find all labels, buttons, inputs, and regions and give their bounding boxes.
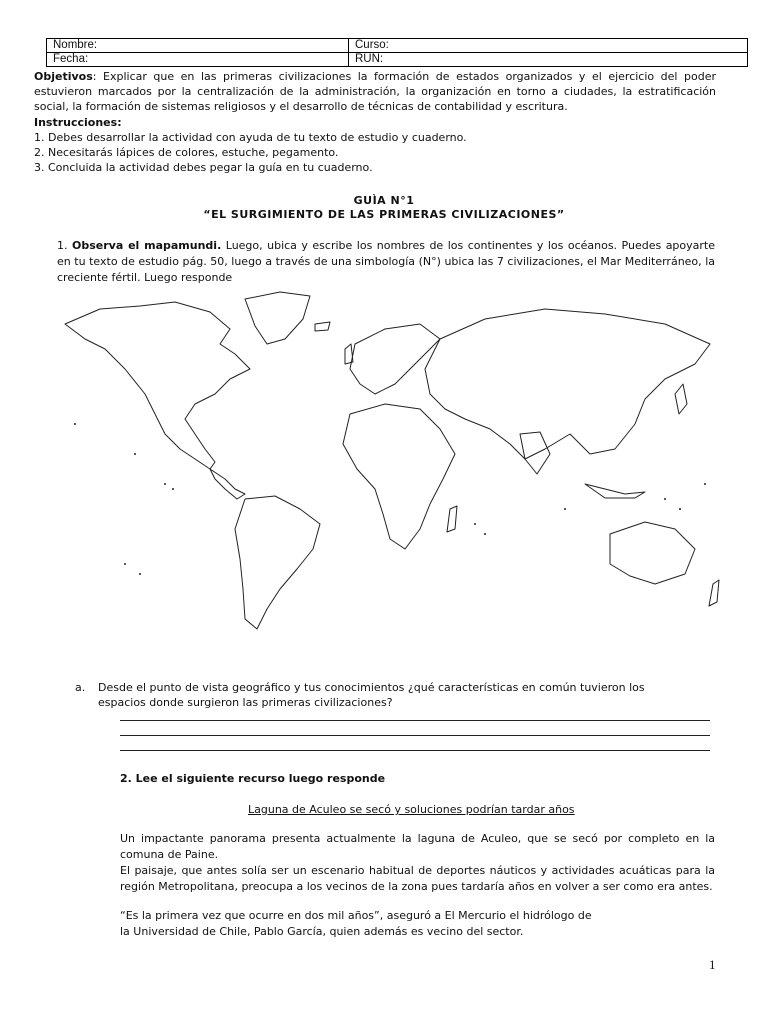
- madagascar-outline: [447, 506, 457, 532]
- guia-title-block: [34, 194, 734, 222]
- q2-title: 2. Lee el siguiente recurso luego responde: [120, 772, 386, 785]
- objetivos-label: Objetivos: [34, 70, 93, 83]
- article-paragraph: Un impactante panorama presenta actualmente la laguna de Aculeo, que se secó por completo en la comuna de Paine.: [120, 832, 715, 861]
- article-title: Laguna de Aculeo se secó y soluciones podrían tardar años: [248, 803, 575, 816]
- article-quote: [120, 908, 715, 940]
- instruccion-item: 2. Necesitarás lápices de colores, estuche, pegamento.: [34, 146, 339, 159]
- page-number: 1: [709, 957, 716, 972]
- header-table: [46, 38, 748, 67]
- north-america-outline: [65, 302, 250, 469]
- indonesia-outline: [585, 484, 645, 498]
- objetivos-paragraph: [34, 69, 716, 114]
- curso-field[interactable]: Curso:: [349, 39, 748, 53]
- run-field[interactable]: RUN:: [349, 53, 748, 67]
- world-map: [45, 284, 725, 656]
- answer-line[interactable]: [120, 720, 710, 721]
- india-outline: [520, 432, 550, 474]
- guia-subtitle: “EL SURGIMIENTO DE LAS PRIMERAS CIVILIZACIONES”: [203, 208, 565, 221]
- objetivos-text: : Explicar que en las primeras civilizaciones la formación de estados organizados y el ejercicio del poder estuvieron marcados por la centralización de la administración, la organización en torno a ciudades, la estratificación social, la formación de sistemas religiosos y el desarrollo de técnicas de contabilidad y escritura.: [34, 70, 716, 113]
- q1-bold: Observa el mapamundi.: [72, 239, 222, 252]
- iceland-outline: [315, 322, 330, 331]
- south-america-outline: [235, 496, 320, 629]
- qa-text: Desde el punto de vista geográfico y tus conocimientos ¿qué características en común tuvieron los espacios donde surgieron las primeras civilizaciones?: [98, 681, 645, 709]
- asia-outline: [425, 309, 710, 459]
- q1-text: Luego, ubica y escribe los nombres de los continentes y los océanos. Puedes apoyarte en tu texto de estudio pág. 50, luego a través de una simbología (N°) ubica las 7 civilizaciones, el Mar Mediterráneo, la creciente fértil. Luego responde: [57, 239, 715, 284]
- nombre-field[interactable]: Nombre:: [47, 39, 349, 53]
- instrucciones-label: Instrucciones: [34, 116, 118, 129]
- greenland-outline: [245, 292, 310, 344]
- australia-outline: [610, 522, 695, 584]
- africa-outline: [343, 404, 455, 549]
- question-1: [57, 238, 715, 286]
- article-paragraph: El paisaje, que antes solía ser un escenario habitual de deportes náuticos y actividades acuáticas para la región Metropolitana, preocupa a los vecinos de la zona pues tardaría años en volver a ser como era antes.: [120, 864, 715, 893]
- instrucciones-block: Instrucciones: 1. Debes desarrollar la actividad con ayuda de tu texto de estudio y cuaderno. 2. Necesitarás lápices de colores, estuche, pegamento. 3. Concluida la actividad debes pegar la guía en tu cuaderno.: [34, 115, 716, 175]
- instruccion-item: 1. Debes desarrollar la actividad con ayuda de tu texto de estudio y cuaderno.: [34, 131, 467, 144]
- answer-line[interactable]: [120, 750, 710, 751]
- article-body: [120, 831, 715, 895]
- central-america-outline: [210, 469, 245, 499]
- fecha-field[interactable]: Fecha:: [47, 53, 349, 67]
- europe-outline: [350, 324, 440, 394]
- qa-letter: a.: [75, 681, 86, 694]
- article-paragraph: “Es la primera vez que ocurre en dos mil años”, aseguró a El Mercurio el hidrólogo de: [120, 909, 592, 922]
- answer-line[interactable]: [120, 735, 710, 736]
- guia-title: GUÌA N°1: [353, 194, 415, 207]
- new-zealand-outline: [709, 580, 719, 606]
- instruccion-item: 3. Concluida la actividad debes pegar la guía en tu cuaderno.: [34, 161, 373, 174]
- article-paragraph: la Universidad de Chile, Pablo García, quien además es vecino del sector.: [120, 925, 524, 938]
- q1-number: 1.: [57, 239, 68, 252]
- japan-outline: [675, 384, 687, 414]
